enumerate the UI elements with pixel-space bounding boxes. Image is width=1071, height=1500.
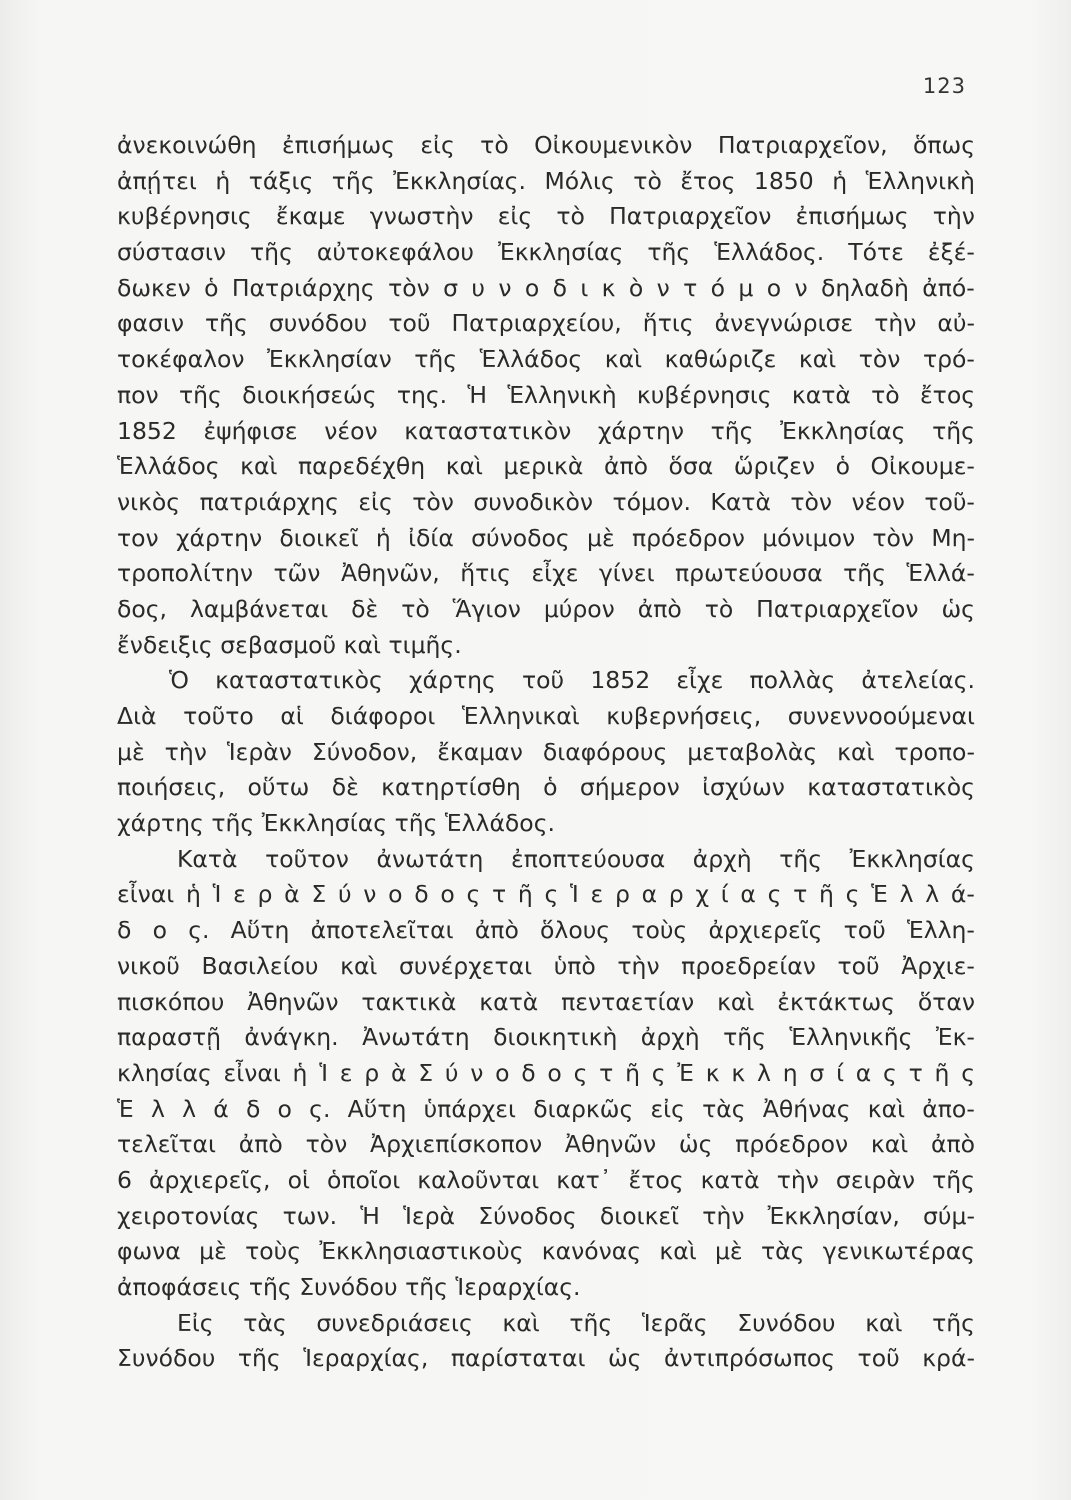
text-line: τελεῖται ἀπὸ τὸν Ἀρχιεπίσκοπον Ἀθηνῶν ὡς πρόεδρον καὶ ἀπὸ	[117, 1130, 975, 1159]
text-line: δος, λαμβάνεται δὲ τὸ Ἅγιον μύρον ἀπὸ τὸ Πατριαρχεῖον ὡς	[117, 594, 975, 623]
text-line: Κατὰ τοῦτον ἀνωτάτη ἐποπτεύουσα ἀρχὴ τῆς Ἐκκλησίας	[177, 844, 975, 873]
text-line: Ἑ λ λ ά δ ο ς. Αὕτη ὑπάρχει διαρκῶς εἰς τὰς Ἀθήνας καὶ ἀπο-	[117, 1094, 975, 1123]
text-line: μὲ τὴν Ἱερὰν Σύνοδον, ἔκαμαν διαφόρους μεταβολὰς καὶ τροπο-	[117, 737, 975, 766]
text-line: χάρτης τῆς Ἐκκλησίας τῆς Ἑλλάδος.	[117, 809, 555, 838]
text-line: πισκόπου Ἀθηνῶν τακτικὰ κατὰ πενταετίαν καὶ ἐκτάκτως ὅταν	[117, 987, 975, 1016]
text-line: πον τῆς διοικήσεώς της. Ἡ Ἑλληνικὴ κυβέρνησις κατὰ τὸ ἔτος	[117, 380, 975, 409]
text-line: κλησίας εἶναι ἡ Ἱ ε ρ ὰ Σ ύ ν ο δ ο ς τ ῆ ς Ἐ κ κ λ η σ ί α ς τ ῆ ς	[117, 1058, 975, 1087]
text-line: χειροτονίας των. Ἡ Ἱερὰ Σύνοδος διοικεῖ τὴν Ἐκκλησίαν, σύμ-	[117, 1201, 975, 1230]
text-line: τοκέφαλον Ἐκκλησίαν τῆς Ἑλλάδος καὶ καθώριζε καὶ τὸν τρό-	[117, 345, 975, 374]
text-line: 6 ἀρχιερεῖς, οἱ ὁποῖοι καλοῦνται κατ᾿ ἔτος κατὰ τὴν σειρὰν τῆς	[117, 1165, 975, 1194]
text-line: Διὰ τοῦτο αἱ διάφοροι Ἑλληνικαὶ κυβερνήσεις, συνεννοούμεναι	[117, 702, 975, 730]
text-line: σύστασιν τῆς αὐτοκεφάλου Ἐκκλησίας τῆς Ἑλλάδος. Τότε ἐξέ-	[117, 238, 975, 267]
text-line: δ ο ς. Αὕτη ἀποτελεῖται ἀπὸ ὅλους τοὺς ἀρχιερεῖς τοῦ Ἑλλη-	[117, 916, 975, 945]
text-line: παραστῇ ἀνάγκη. Ἀνωτάτη διοικητικὴ ἀρχὴ τῆς Ἑλληνικῆς Ἐκ-	[117, 1023, 975, 1052]
text-line: Συνόδου τῆς Ἱεραρχίας, παρίσταται ὡς ἀντιπρόσωπος τοῦ κρά-	[117, 1344, 975, 1373]
text-line: εἶναι ἡ Ἱ ε ρ ὰ Σ ύ ν ο δ ο ς τ ῆ ς Ἱ ε ρ α ρ χ ί α ς τ ῆ ς Ἑ λ λ ά-	[117, 880, 975, 909]
text-line: κυβέρνησις ἔκαμε γνωστὴν εἰς τὸ Πατριαρχεῖον ἐπισήμως τὴν	[117, 202, 975, 231]
text-line: τροπολίτην τῶν Ἀθηνῶν, ἥτις εἶχε γίνει πρωτεύουσα τῆς Ἑλλά-	[117, 559, 975, 588]
text-line: φασιν τῆς συνόδου τοῦ Πατριαρχείου, ἥτις ἀνεγνώρισε τὴν αὐ-	[117, 309, 975, 338]
text-line: 1852 ἐψήφισε νέον καταστατικὸν χάρτην τῆς Ἐκκλησίας τῆς	[117, 416, 975, 445]
text-line: ἀπῄτει ἡ τάξις τῆς Ἐκκλησίας. Μόλις τὸ ἔτος 1850 ἡ Ἑλληνικὴ	[117, 166, 975, 195]
text-line: δωκεν ὁ Πατριάρχης τὸν σ υ ν ο δ ι κ ὸ ν τ ό μ ο ν δηλαδὴ ἀπό-	[117, 273, 975, 302]
text-line: Ὁ καταστατικὸς χάρτης τοῦ 1852 εἶχε πολλὰς ἀτελείας.	[169, 666, 975, 695]
page-number: 123	[922, 74, 966, 98]
text-line: ἀποφάσεις τῆς Συνόδου τῆς Ἱεραρχίας.	[117, 1273, 581, 1301]
text-line: φωνα μὲ τοὺς Ἐκκλησιαστικοὺς κανόνας καὶ μὲ τὰς γενικωτέρας	[117, 1237, 975, 1266]
text-line: ἀνεκοινώθη ἐπισήμως εἰς τὸ Οἰκουμενικὸν Πατριαρχεῖον, ὅπως	[117, 131, 975, 159]
text-line: Ἑλλάδος καὶ παρεδέχθη καὶ μερικὰ ἀπὸ ὅσα ὥριζεν ὁ Οἰκουμε-	[117, 452, 975, 481]
text-line: νικοῦ Βασιλείου καὶ συνέρχεται ὑπὸ τὴν προεδρείαν τοῦ Ἀρχιε-	[117, 951, 975, 980]
text-line: νικὸς πατριάρχης εἰς τὸν συνοδικὸν τόμον. Κατὰ τὸν νέον τοῦ-	[117, 487, 975, 516]
text-line: ποιήσεις, οὕτω δὲ κατηρτίσθη ὁ σήμερον ἰσχύων καταστατικὸς	[117, 773, 975, 802]
text-line: τον χάρτην διοικεῖ ἡ ἰδία σύνοδος μὲ πρόεδρον μόνιμον τὸν Μη-	[117, 523, 975, 552]
body-text	[117, 128, 975, 1377]
text-line: Εἰς τὰς συνεδριάσεις καὶ τῆς Ἱερᾶς Συνόδου καὶ τῆς	[177, 1308, 975, 1337]
text-line: ἔνδειξις σεβασμοῦ καὶ τιμῆς.	[117, 630, 462, 659]
